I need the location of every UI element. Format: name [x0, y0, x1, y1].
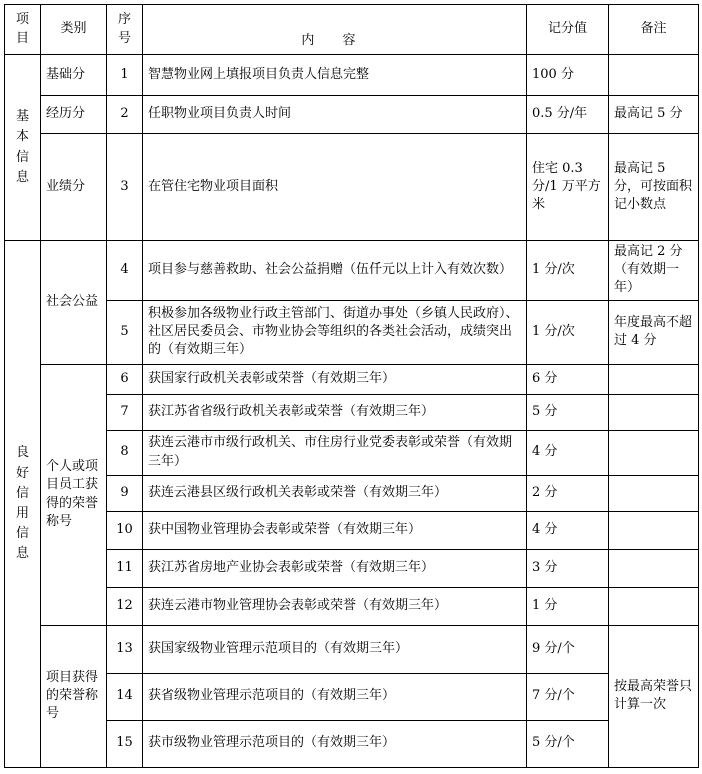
table-row — [5, 96, 699, 134]
table-row — [5, 430, 699, 475]
content-cell: 项目参与慈善救助、社会公益捐赠（伍仟元以上计入有效次数） — [143, 241, 527, 301]
content-cell: 任职物业项目负责人时间 — [143, 96, 527, 134]
score-cell: 3 分 — [527, 549, 609, 587]
section-good-label: 良 好 信 用 信 息 — [15, 445, 29, 562]
table-row — [5, 55, 699, 96]
category-cell: 社会公益 — [41, 241, 107, 365]
content-cell: 获连云港县区级行政机关表彰或荣誉（有效期三年） — [143, 475, 527, 511]
seq-cell: 7 — [107, 394, 143, 430]
table-row — [5, 134, 699, 241]
seq-cell: 15 — [107, 720, 143, 767]
note-cell — [609, 587, 699, 625]
content-cell: 智慧物业网上填报项目负责人信息完整 — [143, 55, 527, 96]
table-row — [5, 300, 699, 364]
table-row — [5, 625, 699, 673]
score-cell: 5 分/个 — [527, 720, 609, 767]
score-cell: 4 分 — [527, 430, 609, 475]
seq-cell: 10 — [107, 511, 143, 549]
score-cell: 5 分 — [527, 394, 609, 430]
seq-cell: 11 — [107, 549, 143, 587]
table-row — [5, 549, 699, 587]
content-cell: 获市级物业管理示范项目的（有效期三年） — [143, 720, 527, 767]
category-cell: 经历分 — [41, 96, 107, 134]
content-cell: 获省级物业管理示范项目的（有效期三年） — [143, 673, 527, 720]
note-cell — [609, 475, 699, 511]
score-cell: 7 分/个 — [527, 673, 609, 720]
header-note: 备注 — [609, 5, 699, 55]
note-cell — [609, 394, 699, 430]
score-cell: 4 分 — [527, 511, 609, 549]
note-cell — [609, 55, 699, 96]
seq-cell: 3 — [107, 134, 143, 241]
credit-score-table — [4, 4, 699, 768]
content-cell: 获连云港市市级行政机关、市住房行业党委表彰或荣誉（有效期三年） — [143, 430, 527, 475]
category-cell: 基础分 — [41, 55, 107, 96]
content-cell: 获国家级物业管理示范项目的（有效期三年） — [143, 625, 527, 673]
seq-cell: 6 — [107, 364, 143, 394]
header-row — [5, 5, 699, 55]
note-cell: 最高记 5 分，可按面积记小数点 — [609, 134, 699, 241]
seq-cell: 9 — [107, 475, 143, 511]
note-cell — [609, 364, 699, 394]
note-cell — [609, 430, 699, 475]
table-row — [5, 241, 699, 301]
note-cell — [609, 549, 699, 587]
category-cell: 业绩分 — [41, 134, 107, 241]
table-row — [5, 364, 699, 394]
table-row — [5, 394, 699, 430]
section-good — [5, 241, 41, 768]
seq-cell: 1 — [107, 55, 143, 96]
score-cell: 1 分/次 — [527, 241, 609, 301]
seq-cell: 13 — [107, 625, 143, 673]
score-cell: 100 分 — [527, 55, 609, 96]
table-row — [5, 511, 699, 549]
header-seq: 序号 — [107, 5, 143, 55]
category-cell: 项目获得的荣誉称号 — [41, 625, 107, 767]
seq-cell: 14 — [107, 673, 143, 720]
header-category: 类别 — [41, 5, 107, 55]
score-cell: 9 分/个 — [527, 625, 609, 673]
content-cell: 在管住宅物业项目面积 — [143, 134, 527, 241]
seq-cell: 12 — [107, 587, 143, 625]
content-cell: 积极参加各级物业行政主管部门、街道办事处（乡镇人民政府）、社区居民委员会、市物业协会等组织的各类社会活动，成绩突出的（有效期三年） — [143, 300, 527, 364]
seq-cell: 8 — [107, 430, 143, 475]
table-row — [5, 587, 699, 625]
score-cell: 6 分 — [527, 364, 609, 394]
note-cell: 最高记 5 分 — [609, 96, 699, 134]
content-cell: 获国家行政机关表彰或荣誉（有效期三年） — [143, 364, 527, 394]
table-row — [5, 475, 699, 511]
section-basic — [5, 55, 41, 241]
table-row — [5, 720, 699, 767]
note-cell: 最高记 2 分（有效期一年） — [609, 241, 699, 301]
note-cell: 按最高荣誉只计算一次 — [609, 625, 699, 767]
score-cell: 1 分/次 — [527, 300, 609, 364]
seq-cell: 5 — [107, 300, 143, 364]
note-cell: 年度最高不超过 4 分 — [609, 300, 699, 364]
score-cell: 1 分 — [527, 587, 609, 625]
note-cell — [609, 511, 699, 549]
table-row — [5, 673, 699, 720]
score-cell: 2 分 — [527, 475, 609, 511]
category-cell: 个人或项目员工获得的荣誉称号 — [41, 364, 107, 625]
seq-cell: 2 — [107, 96, 143, 134]
content-cell: 获江苏省省级行政机关表彰或荣誉（有效期三年） — [143, 394, 527, 430]
seq-cell: 4 — [107, 241, 143, 301]
section-basic-label: 基 本 信 息 — [15, 109, 29, 185]
score-cell: 0.5 分/年 — [527, 96, 609, 134]
header-score: 记分值 — [527, 5, 609, 55]
header-content: 内 容 — [143, 5, 527, 55]
content-cell: 获江苏省房地产业协会表彰或荣誉（有效期三年） — [143, 549, 527, 587]
score-cell: 住宅 0.3 分/1 万平方米 — [527, 134, 609, 241]
content-cell: 获中国物业管理协会表彰或荣誉（有效期三年） — [143, 511, 527, 549]
content-cell: 获连云港市物业管理协会表彰或荣誉（有效期三年） — [143, 587, 527, 625]
header-item: 项目 — [5, 5, 41, 55]
